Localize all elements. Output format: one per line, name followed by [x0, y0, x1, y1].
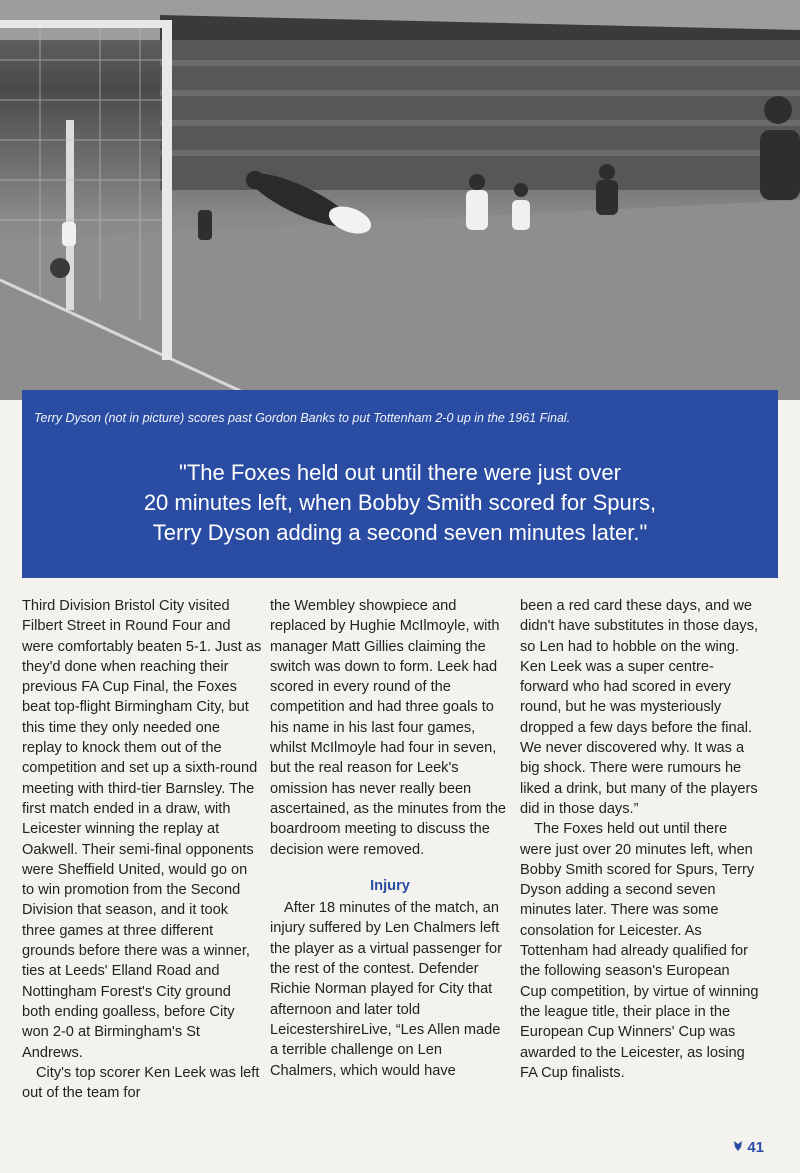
pull-quote-line: "The Foxes held out until there were just over [179, 460, 621, 485]
pull-quote-line: 20 minutes left, when Bobby Smith scored for Spurs, [143, 490, 657, 515]
page-number-text: 41 [747, 1139, 764, 1156]
paragraph: City's top scorer Ken Leek was left out of the team for [22, 1064, 260, 1102]
pull-quote [22, 458, 778, 548]
paragraph: been a red card these days, and we didn't have substitutes in those days, so Len had to hobble on the wing. Ken Leek was a super centre-forward who had scored in every round, but he was mysteriously dropped a few days before the final. We never discovered why. It was a big shock. There were rumours he liked a drink, but many of the players did in those days.” [520, 598, 759, 817]
photo-caption: Terry Dyson (not in picture) scores past Gordon Banks to put Tottenham 2-0 up in the 1961 Final. [34, 411, 571, 425]
paragraph: After 18 minutes of the match, an injury suffered by Len Chalmers left the player as a virtual passenger for the rest of the contest. Defender Richie Norman played for City that afternoon and later told LeicestershireLive, “Les Allen made a terrible challenge on Len Chalmers, which would have [270, 900, 503, 1079]
paragraph: the Wembley showpiece and replaced by Hughie McIlmoyle, with manager Matt Gillies claiming the switch was down to form. Leek had scored in every round of the competition and had three goals to his name in his last four games, whilst McIlmoyle had four in seven, but the real reason for Leek's omission has never really been ascertained, as the minutes from the boardroom meeting to discuss the decision were removed. [270, 598, 507, 858]
fox-logo-icon [733, 1139, 743, 1156]
page-number [733, 1139, 764, 1156]
article-column-2 [270, 596, 510, 1081]
match-photo [0, 0, 800, 400]
pull-quote-line: Terry Dyson adding a second seven minutes later." [152, 520, 648, 545]
paragraph: Third Division Bristol City visited Filbert Street in Round Four and were comfortably beaten 5-1. Just as they'd done when reaching their previous FA Cup Final, the Foxes beat top-flight Birmingham City, but this time they only needed one replay to knock them out of the competition and set up a sixth-round meeting with third-tier Barnsley. The first match ended in a draw, with Leicester winning the replay at Oakwell. Their semi-final opponents were Sheffield United, would go on to win promotion from the Second Division that season, and it took three games at three different grounds before there was a winner, ties at Leeds' Elland Road and Nottingham Forest's City ground both ending goalless, before City won 2-0 at Birmingham's St Andrews. [22, 598, 262, 1061]
paragraph: The Foxes held out until there were just over 20 minutes left, when Bobby Smith scored for Spurs, Terry Dyson adding a second seven minutes later. There was some consolation for Leicester. As Tottenham had already qualified for the following season's European Cup competition, by virtue of winning the league title, their place in the European Cup Winners' Cup was awarded to the Leicester, as losing FA Cup finalists. [520, 821, 759, 1081]
article-column-1 [22, 596, 262, 1103]
caption-panel [22, 390, 778, 578]
section-subheading: Injury [370, 877, 410, 894]
football-match-photo-icon [0, 0, 800, 400]
article-column-3 [520, 596, 760, 1083]
